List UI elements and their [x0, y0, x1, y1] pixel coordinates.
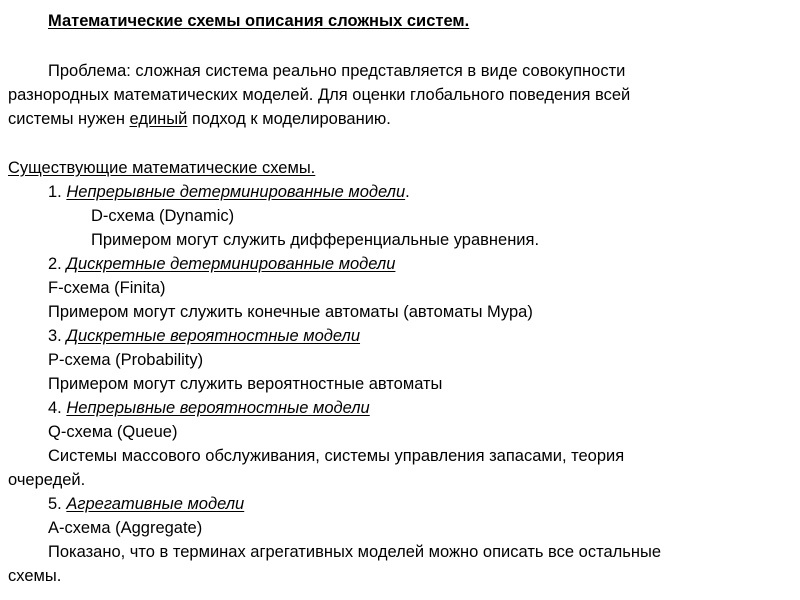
problem-line-3-start: системы нужен [8, 110, 130, 128]
scheme-item-2-example: Примером могут служить конечные автоматы (автоматы Мура) [48, 303, 533, 321]
item-number: 2. [48, 255, 67, 273]
existing-schemes-heading: Существующие математические схемы. [8, 159, 316, 177]
item-name: Непрерывные вероятностные модели [66, 399, 370, 417]
scheme-item-3-example: Примером могут служить вероятностные автоматы [48, 375, 443, 393]
item-name: Дискретные детерминированные модели [66, 255, 396, 273]
problem-line-3 [8, 108, 391, 130]
scheme-item-5-heading [48, 493, 244, 515]
item-number: 3. [48, 327, 67, 345]
scheme-item-3-scheme: P-схема (Probability) [48, 351, 204, 369]
item-number: 4. [48, 399, 67, 417]
scheme-item-4-example-line-1: Системы массового обслуживания, системы управления запасами, теория [48, 447, 625, 465]
scheme-item-1-heading [48, 181, 410, 203]
scheme-item-4-example-line-2: очередей. [8, 471, 86, 489]
scheme-item-1-example: Примером могут служить дифференциальные уравнения. [91, 231, 540, 249]
scheme-item-4-scheme: Q-схема (Queue) [48, 423, 178, 441]
scheme-item-5-example-line-1: Показано, что в терминах агрегативных моделей можно описать все остальные [48, 543, 661, 561]
emphasis-word: единый [129, 110, 188, 128]
problem-line-1: Проблема: сложная система реально представляется в виде совокупности [48, 62, 626, 80]
scheme-item-5-example-line-2: схемы. [8, 567, 62, 585]
item-name: Агрегативные модели [66, 495, 245, 513]
item-number: 1. [48, 183, 67, 201]
item-number: 5. [48, 495, 67, 513]
item-name: Дискретные вероятностные модели [66, 327, 361, 345]
scheme-item-2-scheme: F-схема (Finita) [48, 279, 166, 297]
scheme-item-1-scheme: D-схема (Dynamic) [91, 207, 235, 225]
item-suffix: . [405, 183, 410, 201]
scheme-item-2-heading [48, 253, 395, 275]
scheme-item-5-scheme: A-схема (Aggregate) [48, 519, 203, 537]
scheme-item-4-heading [48, 397, 370, 419]
scheme-item-3-heading [48, 325, 360, 347]
problem-line-2: разнородных математических моделей. Для оценки глобального поведения всей [8, 86, 631, 104]
problem-line-3-end: подход к моделированию. [187, 110, 391, 128]
page-title: Математические схемы описания сложных систем. [48, 12, 470, 30]
item-name: Непрерывные детерминированные модели [66, 183, 406, 201]
